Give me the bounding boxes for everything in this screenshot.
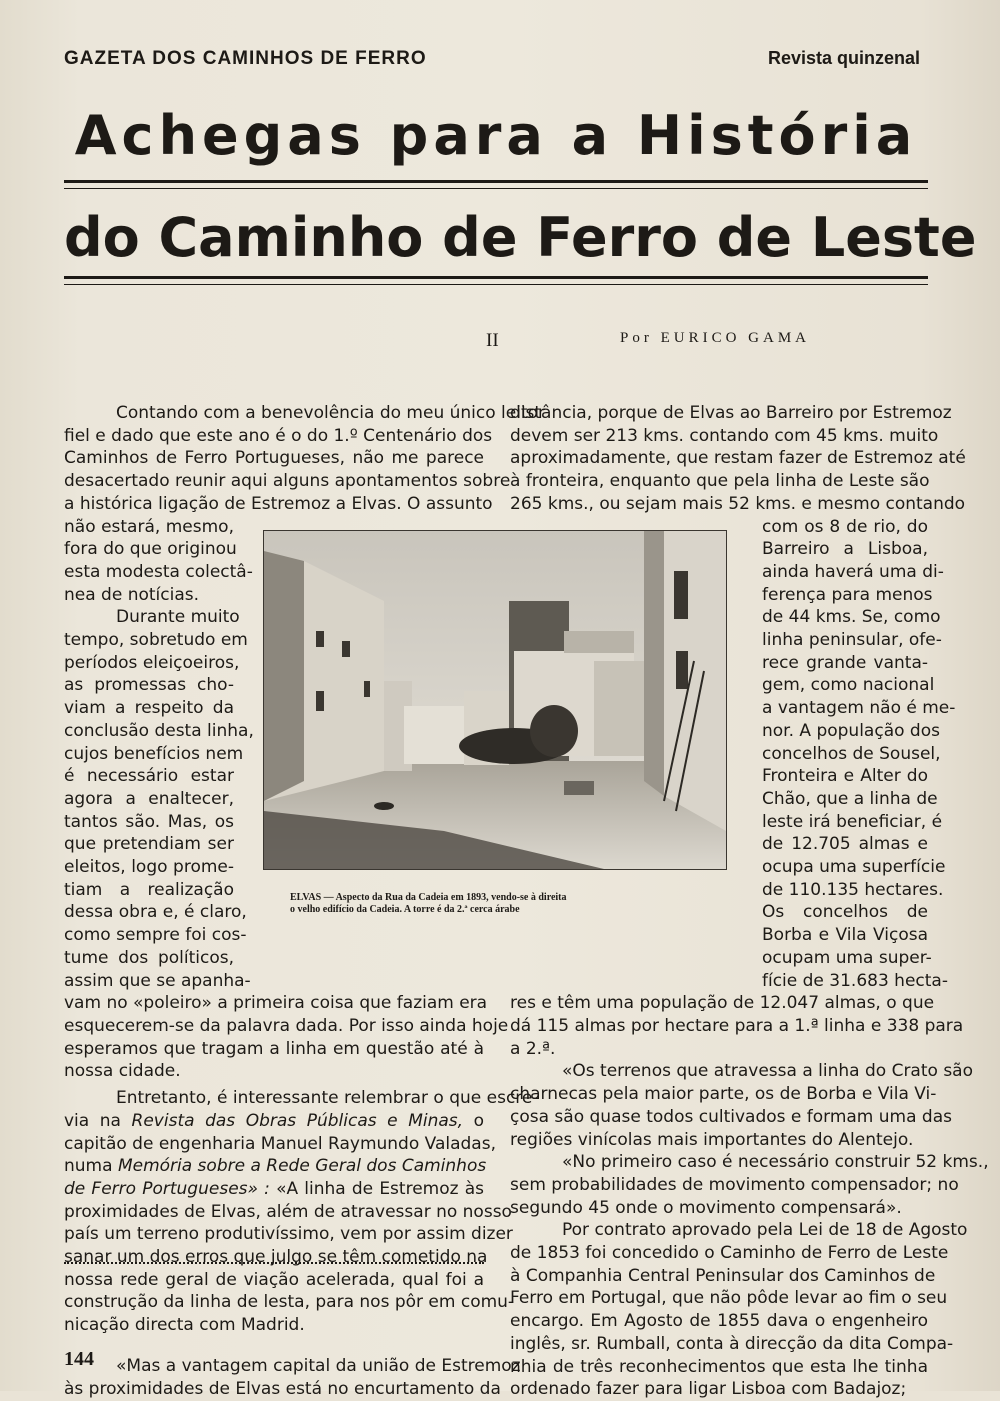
article-title-line-2: do Caminho de Ferro de Leste (64, 206, 977, 269)
text-line: tiam a realização (64, 879, 234, 900)
photo-rua-da-cadeia (263, 530, 727, 870)
text-line: dessa obra e, é claro, (64, 902, 247, 923)
text-line: «Mas a vantagem capital da união de Estremoz (116, 1355, 521, 1376)
text-line: Fronteira e Alter do (762, 766, 928, 787)
text-line: «Os terrenos que atravessa a linha do Crato são (562, 1061, 973, 1082)
text-line: leste irá beneficiar, é (762, 811, 943, 832)
text-line: conclusão desta linha, (64, 720, 254, 741)
text-line: eleitos, logo prome- (64, 857, 234, 878)
text-line: gem, como nacional (762, 675, 935, 696)
text-line: desacertado reunir aqui alguns apontamentos sobre (64, 471, 511, 492)
text-line: ainda haverá uma di- (762, 561, 944, 582)
text-line: sanar um dos erros que julgo se têm cometido na (64, 1247, 488, 1268)
text-line: capitão de engenharia Manuel Raymundo Valadas, (64, 1133, 496, 1154)
text-line: res e têm uma população de 12.047 almas, o que (510, 993, 935, 1014)
text-line: ferença para menos (762, 584, 933, 605)
text-line: linha peninsular, ofe- (762, 630, 942, 651)
text-line: sem probabilidades de movimento compensador; no (510, 1174, 959, 1195)
text-line: ordenado fazer para ligar Lisboa com Badajoz; (510, 1379, 907, 1400)
text-line: Caminhos de Ferro Portugueses, não me parece (64, 448, 484, 469)
text-line: nossa cidade. (64, 1061, 181, 1082)
caption-line-1: ELVAS — Aspecto da Rua da Cadeia em 1893, vendo-se à direita (290, 892, 567, 903)
text-line: à Companhia Central Peninsular dos Caminhos de (510, 1265, 936, 1286)
text-line: não estará, mesmo, (64, 516, 234, 537)
text-line: com os 8 de rio, do (762, 516, 928, 537)
text-line: regiões vinícolas mais importantes do Alentejo. (510, 1129, 914, 1150)
text-line: país um terreno produtivíssimo, vem por assim dizer (64, 1224, 513, 1245)
text-line: Contando com a benevolência do meu único leitor (116, 403, 546, 423)
title-rule-top-thin (64, 188, 928, 189)
text-line: esta modesta colectâ- (64, 561, 253, 582)
text-line: inglês, sr. Rumball, conta à direcção da dita Compa- (510, 1333, 954, 1354)
text-line: Borba e Vila Viçosa (762, 925, 928, 946)
text-line: de 12.705 almas e (762, 834, 928, 855)
text-line: períodos eleiçoeiros, (64, 652, 240, 673)
page-number: 144 (64, 1348, 94, 1370)
text-line: de 1853 foi concedido o Caminho de Ferro de Leste (510, 1243, 949, 1264)
periodicity: Revista quinzenal (767, 48, 920, 68)
text-line: à fronteira, enquanto que pela linha de Leste são (510, 471, 930, 492)
text-line: de 44 kms. Se, como (762, 607, 941, 628)
text-line: Durante muito (116, 607, 240, 628)
text-line: de 110.135 hectares. (762, 879, 944, 900)
text-line: fora do que originou (64, 539, 237, 560)
text-line: a 2.ª. (510, 1038, 556, 1059)
text-line: concelhos de Sousel, (762, 743, 941, 764)
text-line: encargo. Em Agosto de 1855 dava o engenheiro (510, 1311, 928, 1332)
text-line: esquecerem-se da palavra dada. Por isso ainda hoje (64, 1015, 509, 1036)
text-line: fície de 31.683 hecta- (762, 970, 948, 991)
author-byline: Por EURICO GAMA (620, 330, 811, 346)
text-line: tume dos políticos, (64, 947, 234, 968)
text-line: ocupam uma super- (762, 947, 932, 968)
text-line: é necessário estar (64, 766, 234, 787)
text-line: Chão, que a linha de (762, 788, 938, 809)
text-line: 265 kms., ou sejam mais 52 kms. e mesmo contando (510, 493, 966, 514)
text-line: assim que se apanha- (64, 970, 251, 991)
text-line: dá 115 almas por hectare para a 1.ª linha e 338 para (510, 1015, 964, 1036)
section-number: II (486, 330, 499, 351)
caption-line-2: o velho edifício da Cadeia. A torre é da 2.ª cerca árabe (290, 904, 520, 915)
text-line: charnecas pela maior parte, os de Borba e Vila Vi- (510, 1084, 937, 1105)
title-rule-top (64, 180, 928, 183)
text-line: de Ferro Portugueses» : «A linha de Estremoz às (64, 1178, 484, 1199)
text-line: çosa são quase todos cultivados e formam uma das (510, 1106, 952, 1127)
text-line: ocupa uma superfície (762, 857, 946, 878)
text-line: Os concelhos de (762, 902, 928, 923)
text-line: Por contrato aprovado pela Lei de 18 de Agosto (562, 1220, 968, 1241)
text-line: via na Revista das Obras Públicas e Minas, o (64, 1110, 485, 1131)
text-line: segundo 45 onde o movimento compensará». (510, 1197, 902, 1218)
text-line: Entretanto, é interessante relembrar o que escre- (116, 1088, 539, 1109)
text-line: como sempre foi cos- (64, 925, 247, 946)
text-line: numa Memória sobre a Rede Geral dos Caminhos (64, 1156, 487, 1177)
article-title-line-1: Achegas para a História (74, 104, 918, 167)
text-line: rece grande vanta- (762, 652, 928, 673)
text-line: distância, porque de Elvas ao Barreiro por Estremoz (510, 403, 952, 423)
text-line: Barreiro a Lisboa, (762, 539, 928, 560)
text-line: nea de notícias. (64, 584, 200, 605)
text-line: esperamos que tragam a linha em questão até à (64, 1038, 484, 1059)
text-line: tantos são. Mas, os (64, 811, 234, 832)
title-rule-bottom (64, 276, 928, 279)
text-line: proximidades de Elvas, além de atravessar no nosso (64, 1201, 512, 1222)
text-line: fiel e dado que este ano é o do 1.º Centenário dos (64, 425, 493, 446)
text-line: que pretendiam ser (64, 834, 234, 855)
text-line: tempo, sobretudo em (64, 630, 248, 651)
text-line: construção da linha de lesta, para nos pôr em comu- (64, 1292, 515, 1313)
text-line: nossa rede geral de viação acelerada, qual foi a (64, 1269, 484, 1290)
text-line: Ferro em Portugal, que não pôde levar ao fim o seu (510, 1288, 948, 1309)
text-line: às proximidades de Elvas está no encurtamento da (64, 1378, 501, 1399)
photo-caption (290, 892, 710, 916)
journal-title: GAZETA DOS CAMINHOS DE FERRO (64, 48, 427, 69)
text-line: agora a enaltecer, (64, 788, 234, 809)
text-line: vam no «poleiro» a primeira coisa que faziam era (64, 993, 488, 1014)
text-line: «No primeiro caso é necessário construir 52 kms., (562, 1152, 989, 1173)
section-separator-dots (64, 1262, 484, 1268)
text-line: nhia de três reconhecimentos que esta lhe tinha (510, 1356, 928, 1377)
text-line: a histórica ligação de Estremoz a Elvas. O assunto (64, 493, 493, 514)
text-line: nicação directa com Madrid. (64, 1315, 305, 1336)
text-line: cujos benefícios nem (64, 743, 244, 764)
text-line: a vantagem não é me- (762, 698, 956, 719)
text-line: viam a respeito da (64, 698, 234, 719)
title-rule-bottom-thin (64, 284, 928, 285)
text-line: aproximadamente, que restam fazer de Estremoz até (510, 448, 966, 469)
text-line: nor. A população dos (762, 720, 940, 741)
street-photo-image (264, 531, 726, 869)
text-line: devem ser 213 kms. contando com 45 kms. muito (510, 425, 939, 446)
text-line: as promessas cho- (64, 675, 234, 696)
